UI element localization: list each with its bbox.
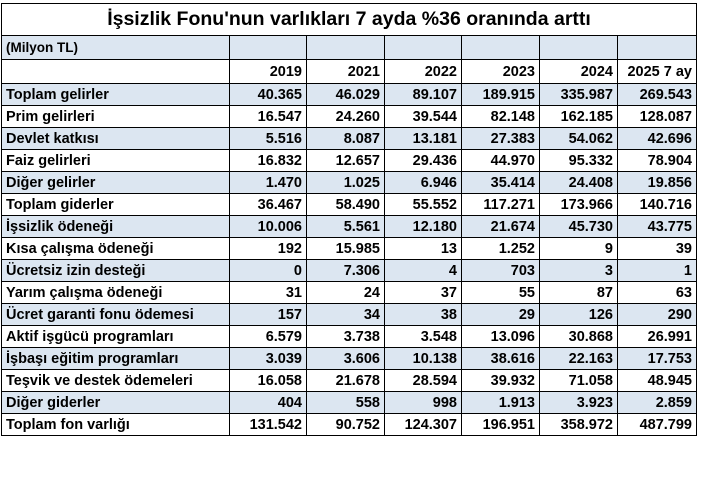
value-cell: 16.547	[230, 106, 307, 128]
value-cell: 358.972	[540, 414, 618, 436]
year-header: 2019	[230, 60, 307, 84]
value-cell: 27.383	[462, 128, 540, 150]
year-header: 2024	[540, 60, 618, 84]
value-cell: 3.738	[307, 326, 385, 348]
year-header: 2025 7 ay	[618, 60, 697, 84]
value-cell: 78.904	[618, 150, 697, 172]
value-cell: 39.544	[385, 106, 462, 128]
header-row	[2, 60, 697, 84]
value-cell: 6.579	[230, 326, 307, 348]
unit-label: (Milyon TL)	[2, 36, 230, 60]
table-row	[2, 194, 697, 216]
table-row	[2, 282, 697, 304]
row-label: Prim gelirleri	[2, 106, 230, 128]
year-header: 2022	[385, 60, 462, 84]
table-row	[2, 370, 697, 392]
value-cell: 8.087	[307, 128, 385, 150]
row-label: Ücret garanti fonu ödemesi	[2, 304, 230, 326]
value-cell: 24.260	[307, 106, 385, 128]
value-cell: 55.552	[385, 194, 462, 216]
row-label: Toplam fon varlığı	[2, 414, 230, 436]
row-label: Kısa çalışma ödeneği	[2, 238, 230, 260]
value-cell: 0	[230, 260, 307, 282]
value-cell: 16.058	[230, 370, 307, 392]
value-cell: 131.542	[230, 414, 307, 436]
value-cell: 10.006	[230, 216, 307, 238]
table-row	[2, 216, 697, 238]
row-label: Diğer gelirler	[2, 172, 230, 194]
value-cell: 43.775	[618, 216, 697, 238]
value-cell: 5.561	[307, 216, 385, 238]
row-label: İşbaşı eğitim programları	[2, 348, 230, 370]
value-cell: 39.932	[462, 370, 540, 392]
row-label: Faiz gelirleri	[2, 150, 230, 172]
value-cell: 35.414	[462, 172, 540, 194]
value-cell: 404	[230, 392, 307, 414]
unit-row	[2, 36, 697, 60]
table-row	[2, 304, 697, 326]
value-cell: 140.716	[618, 194, 697, 216]
value-cell: 28.594	[385, 370, 462, 392]
value-cell: 126	[540, 304, 618, 326]
value-cell: 703	[462, 260, 540, 282]
value-cell: 196.951	[462, 414, 540, 436]
value-cell: 162.185	[540, 106, 618, 128]
value-cell: 173.966	[540, 194, 618, 216]
table-row	[2, 150, 697, 172]
value-cell: 5.516	[230, 128, 307, 150]
value-cell: 24	[307, 282, 385, 304]
value-cell: 44.970	[462, 150, 540, 172]
value-cell: 17.753	[618, 348, 697, 370]
row-label: Aktif işgücü programları	[2, 326, 230, 348]
value-cell: 55	[462, 282, 540, 304]
value-cell: 269.543	[618, 84, 697, 106]
table-title: İşsizlik Fonu'nun varlıkları 7 ayda %36 oranında arttı	[2, 4, 697, 36]
value-cell: 36.467	[230, 194, 307, 216]
table-row	[2, 128, 697, 150]
value-cell: 16.832	[230, 150, 307, 172]
value-cell: 10.138	[385, 348, 462, 370]
value-cell: 12.180	[385, 216, 462, 238]
table-row	[2, 392, 697, 414]
unit-empty-cell	[540, 36, 618, 60]
value-cell: 46.029	[307, 84, 385, 106]
value-cell: 58.490	[307, 194, 385, 216]
table-row	[2, 84, 697, 106]
value-cell: 1.913	[462, 392, 540, 414]
value-cell: 34	[307, 304, 385, 326]
value-cell: 22.163	[540, 348, 618, 370]
table-row	[2, 414, 697, 436]
fund-table	[1, 3, 697, 436]
header-empty-cell	[2, 60, 230, 84]
value-cell: 9	[540, 238, 618, 260]
value-cell: 63	[618, 282, 697, 304]
value-cell: 558	[307, 392, 385, 414]
value-cell: 40.365	[230, 84, 307, 106]
value-cell: 3	[540, 260, 618, 282]
table-row	[2, 260, 697, 282]
value-cell: 82.148	[462, 106, 540, 128]
value-cell: 3.548	[385, 326, 462, 348]
value-cell: 13.181	[385, 128, 462, 150]
row-label: Devlet katkısı	[2, 128, 230, 150]
value-cell: 54.062	[540, 128, 618, 150]
value-cell: 1.025	[307, 172, 385, 194]
value-cell: 38	[385, 304, 462, 326]
value-cell: 29	[462, 304, 540, 326]
value-cell: 21.674	[462, 216, 540, 238]
value-cell: 3.606	[307, 348, 385, 370]
table-row	[2, 106, 697, 128]
value-cell: 6.946	[385, 172, 462, 194]
row-label: Toplam gelirler	[2, 84, 230, 106]
value-cell: 13	[385, 238, 462, 260]
row-label: Ücretsiz izin desteği	[2, 260, 230, 282]
value-cell: 38.616	[462, 348, 540, 370]
unit-empty-cell	[385, 36, 462, 60]
value-cell: 42.696	[618, 128, 697, 150]
value-cell: 4	[385, 260, 462, 282]
value-cell: 998	[385, 392, 462, 414]
table-row	[2, 172, 697, 194]
value-cell: 29.436	[385, 150, 462, 172]
value-cell: 71.058	[540, 370, 618, 392]
row-label: Yarım çalışma ödeneği	[2, 282, 230, 304]
value-cell: 487.799	[618, 414, 697, 436]
row-label: Teşvik ve destek ödemeleri	[2, 370, 230, 392]
unit-empty-cell	[618, 36, 697, 60]
value-cell: 95.332	[540, 150, 618, 172]
value-cell: 45.730	[540, 216, 618, 238]
table-row	[2, 348, 697, 370]
value-cell: 335.987	[540, 84, 618, 106]
value-cell: 124.307	[385, 414, 462, 436]
value-cell: 26.991	[618, 326, 697, 348]
value-cell: 31	[230, 282, 307, 304]
table-row	[2, 326, 697, 348]
value-cell: 24.408	[540, 172, 618, 194]
value-cell: 15.985	[307, 238, 385, 260]
value-cell: 1.470	[230, 172, 307, 194]
value-cell: 1.252	[462, 238, 540, 260]
value-cell: 39	[618, 238, 697, 260]
value-cell: 117.271	[462, 194, 540, 216]
value-cell: 90.752	[307, 414, 385, 436]
value-cell: 1	[618, 260, 697, 282]
row-label: İşsizlik ödeneği	[2, 216, 230, 238]
value-cell: 7.306	[307, 260, 385, 282]
value-cell: 128.087	[618, 106, 697, 128]
value-cell: 48.945	[618, 370, 697, 392]
value-cell: 13.096	[462, 326, 540, 348]
value-cell: 2.859	[618, 392, 697, 414]
value-cell: 192	[230, 238, 307, 260]
value-cell: 12.657	[307, 150, 385, 172]
value-cell: 87	[540, 282, 618, 304]
row-label: Diğer giderler	[2, 392, 230, 414]
value-cell: 290	[618, 304, 697, 326]
value-cell: 157	[230, 304, 307, 326]
value-cell: 30.868	[540, 326, 618, 348]
unit-empty-cell	[307, 36, 385, 60]
table-row	[2, 238, 697, 260]
value-cell: 3.039	[230, 348, 307, 370]
value-cell: 19.856	[618, 172, 697, 194]
year-header: 2023	[462, 60, 540, 84]
value-cell: 37	[385, 282, 462, 304]
year-header: 2021	[307, 60, 385, 84]
value-cell: 21.678	[307, 370, 385, 392]
unit-empty-cell	[230, 36, 307, 60]
value-cell: 3.923	[540, 392, 618, 414]
value-cell: 189.915	[462, 84, 540, 106]
unit-empty-cell	[462, 36, 540, 60]
row-label: Toplam giderler	[2, 194, 230, 216]
value-cell: 89.107	[385, 84, 462, 106]
